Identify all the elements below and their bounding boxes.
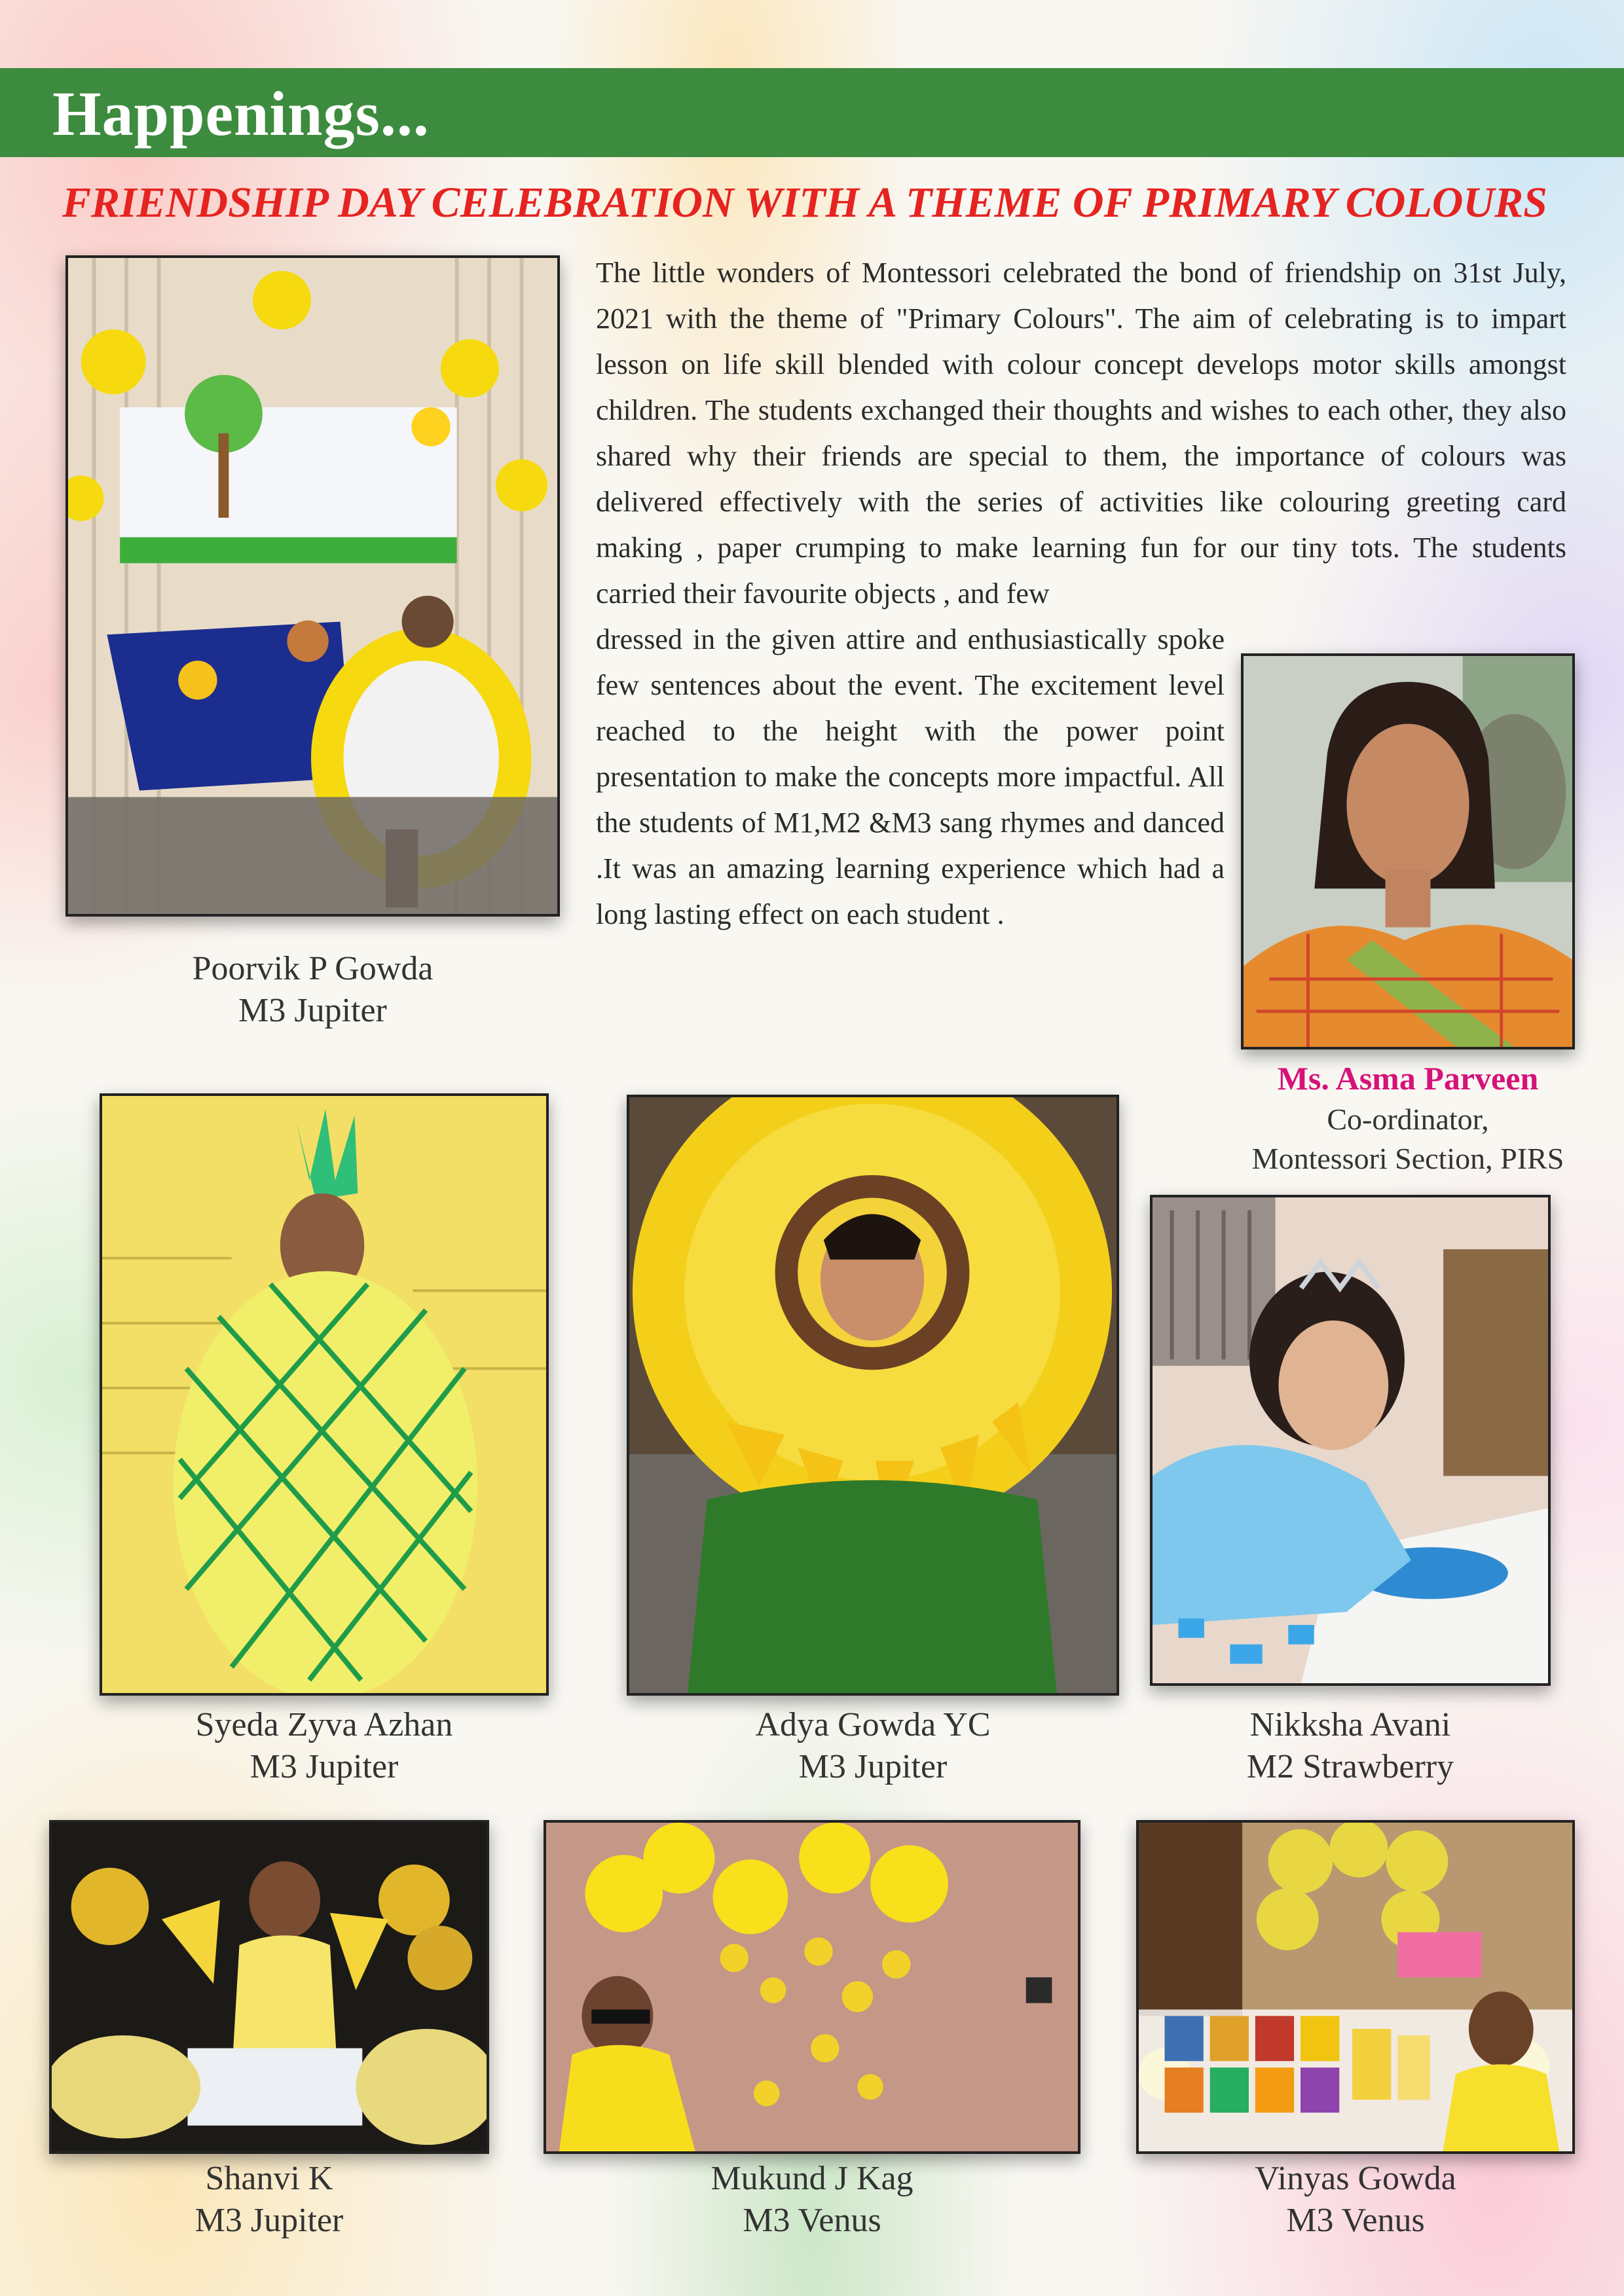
photo-coordinator	[1241, 653, 1575, 1049]
photo-nikksha	[1150, 1195, 1551, 1686]
photo-poorvik-image	[68, 258, 557, 914]
photo-coordinator-image	[1244, 656, 1572, 1047]
section-subtitle: FRIENDSHIP DAY CELEBRATION WITH A THEME OF PRIMARY COLOURS	[62, 179, 1547, 227]
photo-nikksha-image	[1153, 1197, 1548, 1683]
student-class: M3 Jupiter	[249, 1748, 399, 1785]
coordinator-role-line2: Montessori Section, PIRS	[1251, 1142, 1564, 1175]
student-class: M3 Jupiter	[798, 1748, 948, 1785]
coordinator-role-line1: Co-ordinator,	[1327, 1102, 1489, 1136]
article-text-bottom: dressed in the given attire and enthusiastically spoke few sentences about the event. The excitement level reached to the height with the power point presentation to make the concepts more impactful. All the students of M1,M2 &M3 sang rhymes and danced .It was an amazing learning experience which had a long lasting effect on each student .	[596, 623, 1225, 930]
student-class: M3 Venus	[743, 2202, 881, 2239]
student-name: Syeda Zyva Azhan	[195, 1706, 453, 1743]
caption-nikksha	[1150, 1704, 1551, 1788]
student-name: Nikksha Avani	[1249, 1706, 1451, 1743]
photo-mukund-image	[546, 1823, 1078, 2151]
coordinator-name: Ms. Asma Parveen	[1277, 1060, 1539, 1097]
photo-syeda	[100, 1093, 549, 1696]
caption-shanvi	[49, 2158, 489, 2242]
caption-adya	[627, 1704, 1119, 1788]
student-name: Shanvi K	[205, 2160, 333, 2197]
student-name: Vinyas Gowda	[1255, 2160, 1456, 2197]
student-name: Poorvik P Gowda	[192, 950, 434, 987]
page-title: Happenings...	[52, 79, 430, 149]
photo-vinyas-image	[1139, 1823, 1572, 2151]
caption-vinyas	[1136, 2158, 1575, 2242]
student-class: M2 Strawberry	[1246, 1748, 1454, 1785]
student-name: Adya Gowda YC	[755, 1706, 991, 1743]
photo-adya	[627, 1095, 1119, 1696]
article-text-top: The little wonders of Montessori celebrated the bond of friendship on 31st July, 2021 with the theme of "Primary Colours". The aim of celebrating is to impart lesson on life skill blended with colour concept develops motor skills amongst children. The students exchanged their thoughts and wishes to each other, they also shared why their friends are special to them, the importance of colours was delivered effectively with the series of activities like colouring greeting card making , paper crumping to make learning fun for our tiny tots. The students carried their favourite objects , and few	[596, 257, 1566, 610]
student-name: Mukund J Kag	[710, 2160, 913, 2197]
photo-poorvik	[65, 255, 560, 917]
photo-adya-image	[629, 1097, 1116, 1693]
caption-mukund	[544, 2158, 1080, 2242]
photo-syeda-image	[102, 1096, 546, 1693]
photo-mukund	[544, 1820, 1080, 2154]
student-class: M3 Jupiter	[194, 2202, 344, 2239]
photo-shanvi	[49, 1820, 489, 2154]
photo-shanvi-image	[52, 1823, 487, 2151]
photo-vinyas	[1136, 1820, 1575, 2154]
student-class: M3 Venus	[1286, 2202, 1425, 2239]
coordinator-role	[1218, 1100, 1598, 1178]
caption-poorvik	[65, 948, 560, 1032]
header-banner	[0, 68, 1624, 157]
caption-syeda	[100, 1704, 549, 1788]
student-class: M3 Jupiter	[238, 992, 387, 1029]
